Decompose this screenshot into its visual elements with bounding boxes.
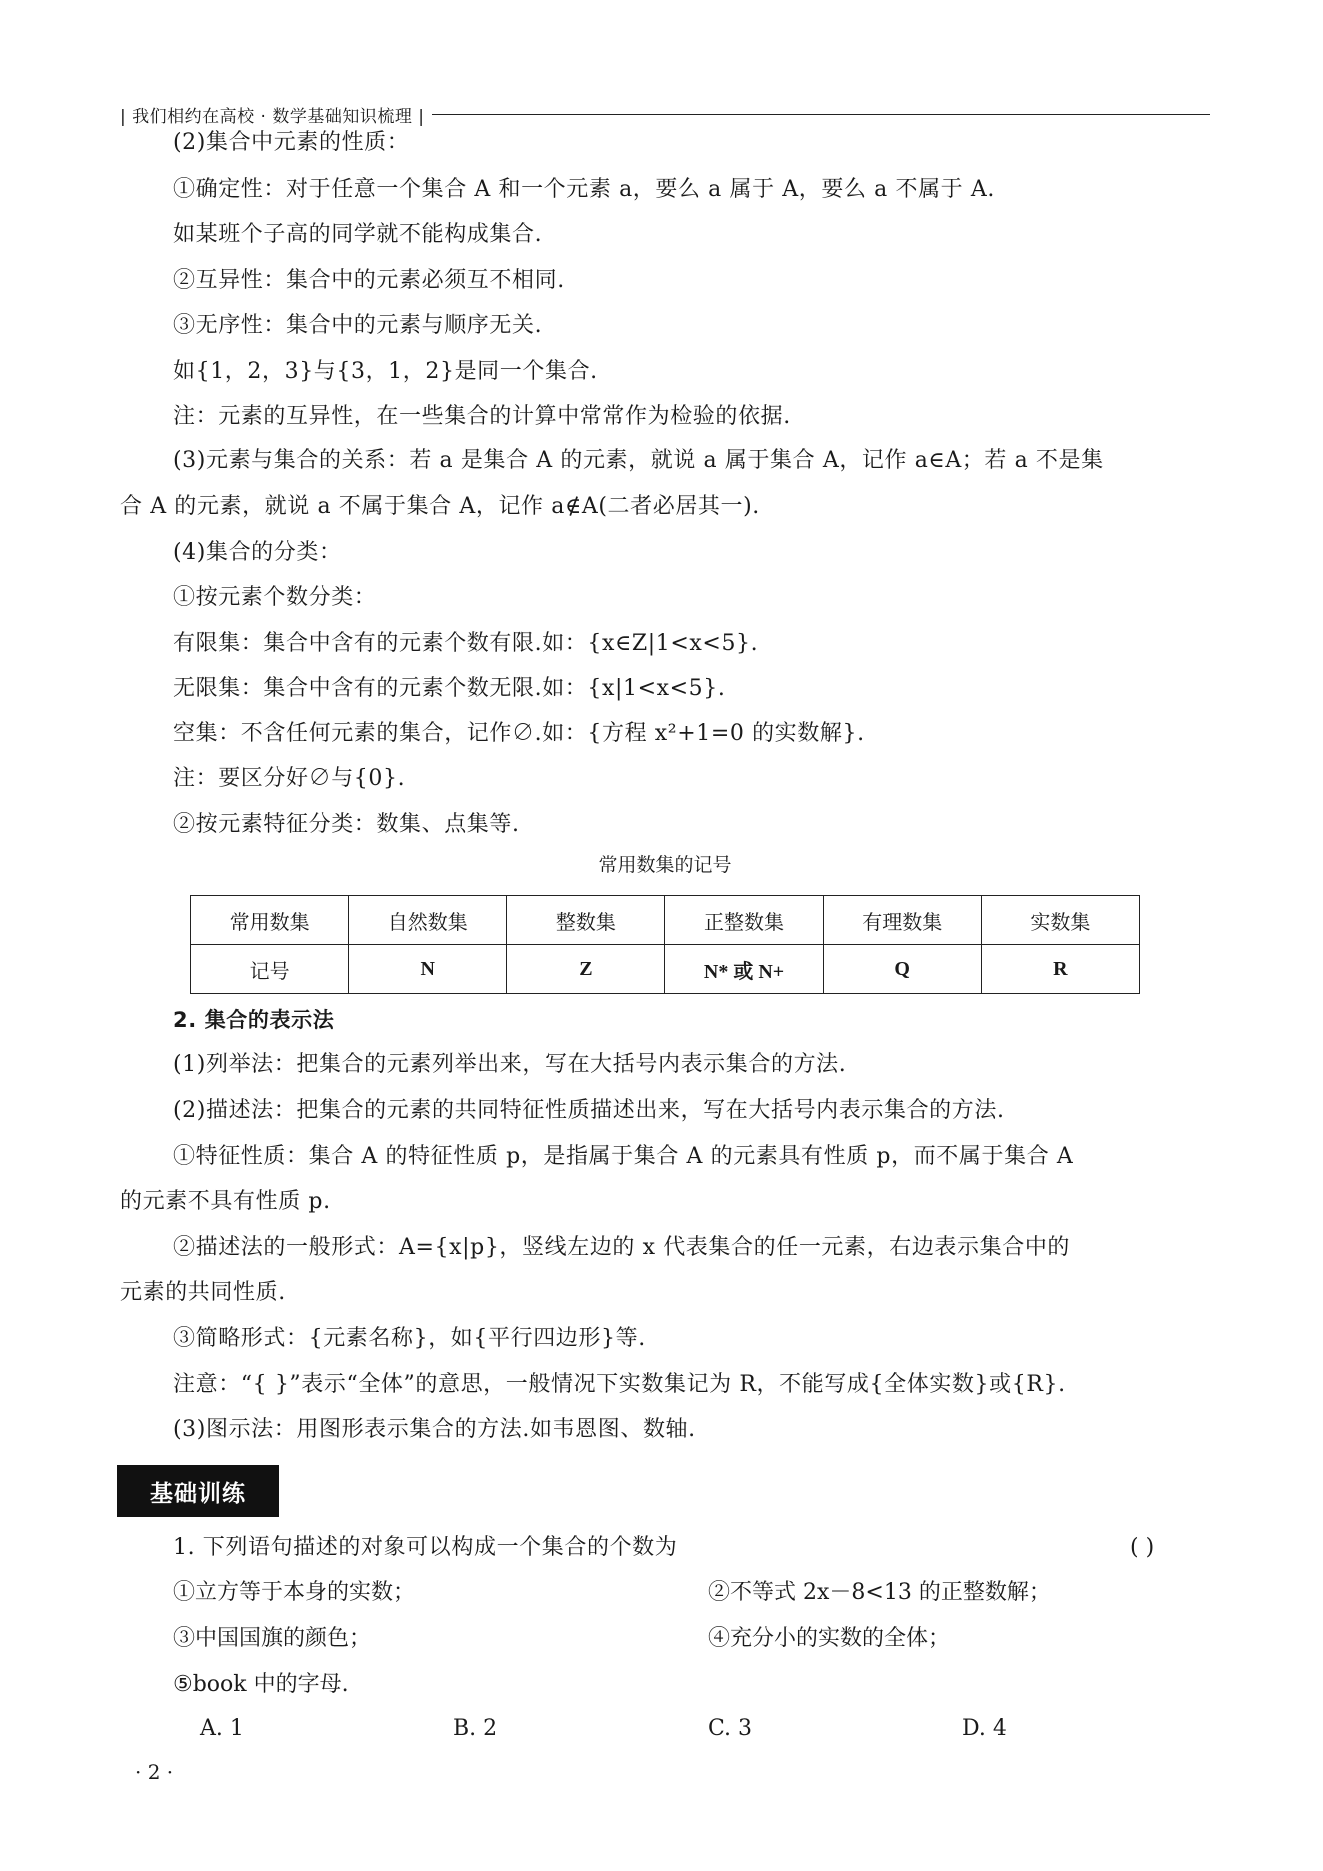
body-line: 无限集：集合中含有的元素个数无限.如：{x|1<x<5}.	[173, 676, 726, 701]
question-item: ④充分小的实数的全体；	[708, 1626, 951, 1651]
table-cell: 记号	[191, 945, 349, 994]
table-row	[191, 896, 1140, 945]
body-line: (2)集合中元素的性质：	[173, 130, 410, 155]
body-line: 空集：不含任何元素的集合，记作∅.如：{方程 x²+1=0 的实数解}.	[173, 721, 865, 746]
table-row	[191, 945, 1140, 994]
body-line: ①确定性：对于任意一个集合 A 和一个元素 a，要么 a 属于 A，要么 a 不属于 A.	[173, 177, 995, 202]
body-line: 元素的共同性质.	[120, 1280, 286, 1305]
question-stem: 1. 下列语句描述的对象可以构成一个集合的个数为	[173, 1535, 678, 1560]
question-item: ①立方等于本身的实数；	[173, 1580, 416, 1605]
table-cell: N* 或 N+	[665, 945, 823, 994]
table-caption: 常用数集的记号	[598, 854, 732, 876]
body-line: ③无序性：集合中的元素与顺序无关.	[173, 313, 543, 338]
table-cell: Q	[823, 945, 981, 994]
table-cell: 自然数集	[349, 896, 507, 945]
table-cell: 实数集	[981, 896, 1139, 945]
body-line: 如{1，2，3}与{3，1，2}是同一个集合.	[173, 359, 598, 384]
option-c: C. 3	[708, 1716, 753, 1741]
body-line: 如某班个子高的同学就不能构成集合.	[173, 222, 543, 247]
body-line: 合 A 的元素，就说 a 不属于集合 A，记作 a∉A(二者必居其一).	[120, 494, 760, 519]
body-line: (3)图示法：用图形表示集合的方法.如韦恩图、数轴.	[173, 1417, 696, 1442]
body-line: 注意：“{ }”表示“全体”的意思，一般情况下实数集记为 R，不能写成{全体实数}或{R}.	[173, 1372, 1066, 1397]
question-item: ⑤book 中的字母.	[173, 1672, 349, 1697]
running-header	[120, 100, 1210, 128]
body-line: 的元素不具有性质 p.	[120, 1189, 331, 1214]
body-line: ②互异性：集合中的元素必须互不相同.	[173, 268, 565, 293]
section-heading: 2. 集合的表示法	[173, 1008, 335, 1032]
page-number: · 2 ·	[135, 1760, 174, 1784]
table-cell: 有理数集	[823, 896, 981, 945]
number-sets-table	[190, 895, 1140, 994]
table-cell: 常用数集	[191, 896, 349, 945]
question-item: ②不等式 2x－8<13 的正整数解；	[708, 1580, 1051, 1605]
section-banner-basic-training: 基础训练	[117, 1465, 279, 1517]
table-cell: 正整数集	[665, 896, 823, 945]
body-line: ①按元素个数分类：	[173, 585, 377, 610]
body-line: (1)列举法：把集合的元素列举出来，写在大括号内表示集合的方法.	[173, 1052, 847, 1077]
table-cell: R	[981, 945, 1139, 994]
body-line: 有限集：集合中含有的元素个数有限.如：{x∈Z|1<x<5}.	[173, 631, 759, 656]
body-line: (4)集合的分类：	[173, 540, 342, 565]
option-a: A. 1	[200, 1716, 244, 1741]
option-b: B. 2	[453, 1716, 498, 1741]
table-cell: N	[349, 945, 507, 994]
table-cell: 整数集	[507, 896, 665, 945]
body-line: ②按元素特征分类：数集、点集等.	[173, 812, 520, 837]
body-line: ③简略形式：{元素名称}，如{平行四边形}等.	[173, 1326, 646, 1351]
question-item: ③中国国旗的颜色；	[173, 1626, 372, 1651]
body-line: 注：要区分好∅与{0}.	[173, 766, 406, 791]
body-line: (3)元素与集合的关系：若 a 是集合 A 的元素，就说 a 属于集合 A，记作 a∈A；若 a 不是集	[173, 448, 1104, 473]
body-line: (2)描述法：把集合的元素的共同特征性质描述出来，写在大括号内表示集合的方法.	[173, 1098, 1005, 1123]
body-line: ①特征性质：集合 A 的特征性质 p，是指属于集合 A 的元素具有性质 p，而不属于集合 A	[173, 1144, 1074, 1169]
header-rule	[432, 114, 1210, 115]
body-line: ②描述法的一般形式：A={x|p}，竖线左边的 x 代表集合的任一元素，右边表示集合中的	[173, 1235, 1071, 1260]
table-cell: Z	[507, 945, 665, 994]
option-d: D. 4	[962, 1716, 1007, 1741]
body-line: 注：元素的互异性，在一些集合的计算中常常作为检验的依据.	[173, 404, 791, 429]
answer-blank: ( )	[1130, 1535, 1155, 1560]
header-title: | 我们相约在高校 · 数学基础知识梳理 |	[120, 106, 425, 127]
